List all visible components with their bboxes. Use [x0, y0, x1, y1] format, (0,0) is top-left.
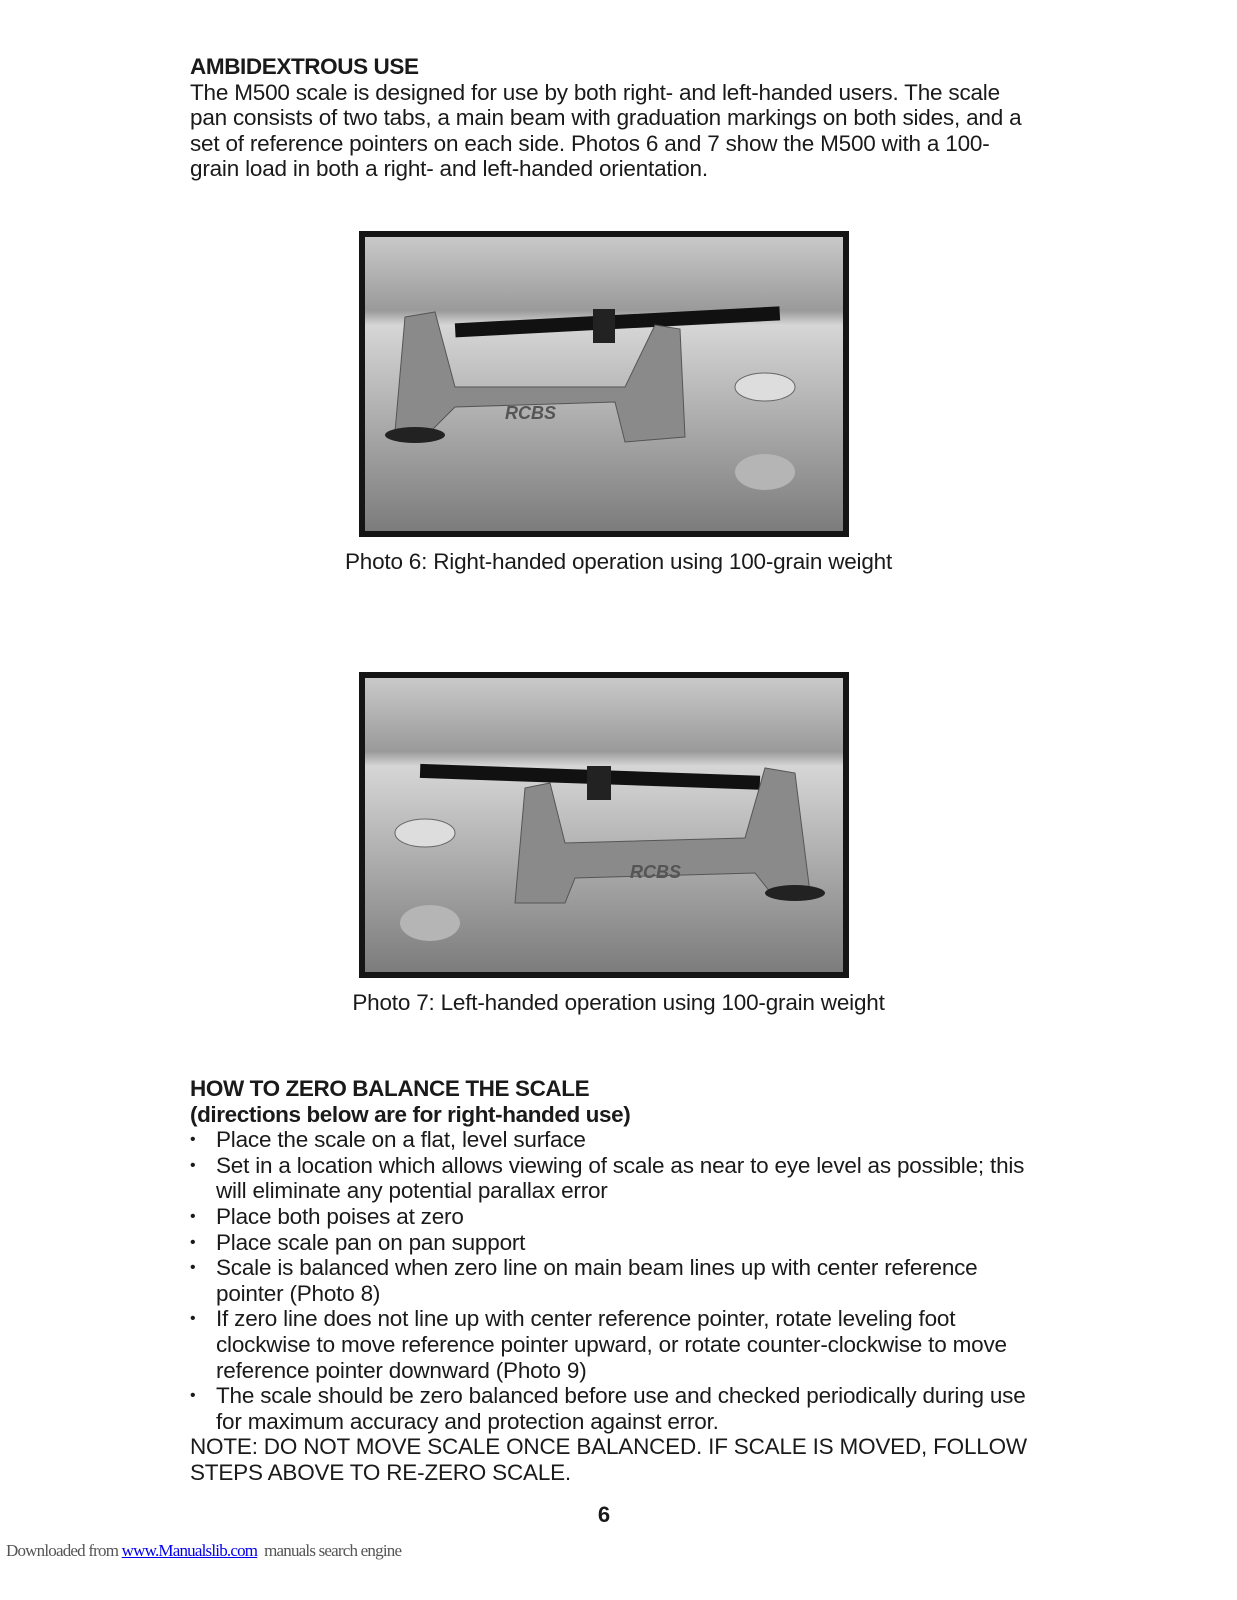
photo-6-right-handed [359, 231, 849, 537]
instruction-list [190, 1127, 1030, 1434]
section-subheading: (directions below are for right-handed use) [190, 1101, 631, 1127]
zero-balance-section [190, 1076, 1030, 1486]
photo-7-caption: Photo 7: Left-handed operation using 100-grain weight [352, 990, 885, 1015]
footer-prefix: Downloaded from [6, 1541, 122, 1560]
manualslib-link[interactable]: www.Manualslib.com [121, 1541, 258, 1560]
section-heading: AMBIDEXTROUS USE [190, 54, 419, 79]
rcbs-logo: RCBS [505, 403, 557, 423]
list-item: • The scale should be zero balanced before use and checked periodically during use for maximum accuracy and protection against error. [190, 1383, 1030, 1434]
ambidextrous-section [190, 54, 1030, 182]
section-body: The M500 scale is designed for use by both right- and left-handed users. The scale pan consists of two tabs, a main beam with graduation markings on both sides, and a set of reference pointers on each side. Photos 6 and 7 show the M500 with a 100-grain load in both a right- and left-handed orientation. [190, 79, 1022, 182]
photo-7-left-handed [359, 672, 849, 978]
rcbs-logo: RCBS [630, 862, 682, 882]
note: NOTE: DO NOT MOVE SCALE ONCE BALANCED. IF SCALE IS MOVED, FOLLOW STEPS ABOVE TO RE-ZERO SCALE. [190, 1434, 1027, 1485]
list-item: • If zero line does not line up with center reference pointer, rotate leveling foot clockwise to move reference pointer upward, or rotate counter-clockwise to move reference pointer downward (Photo 9) [190, 1306, 1030, 1383]
page-number: 6 [597, 1502, 611, 1527]
list-item: • Place scale pan on pan support [190, 1230, 1030, 1256]
section-heading: HOW TO ZERO BALANCE THE SCALE [190, 1076, 590, 1101]
list-item: • Place the scale on a flat, level surface [190, 1127, 1030, 1153]
list-item: • Place both poises at zero [190, 1204, 1030, 1230]
footer-suffix: manuals search engine [257, 1541, 402, 1560]
list-item: • Set in a location which allows viewing of scale as near to eye level as possible; this will eliminate any potential parallax error [190, 1153, 1030, 1204]
photo-6-caption: Photo 6: Right-handed operation using 100-grain weight [344, 549, 893, 574]
footer [6, 1541, 401, 1561]
list-item: • Scale is balanced when zero line on main beam lines up with center reference pointer (Photo 8) [190, 1255, 1030, 1306]
